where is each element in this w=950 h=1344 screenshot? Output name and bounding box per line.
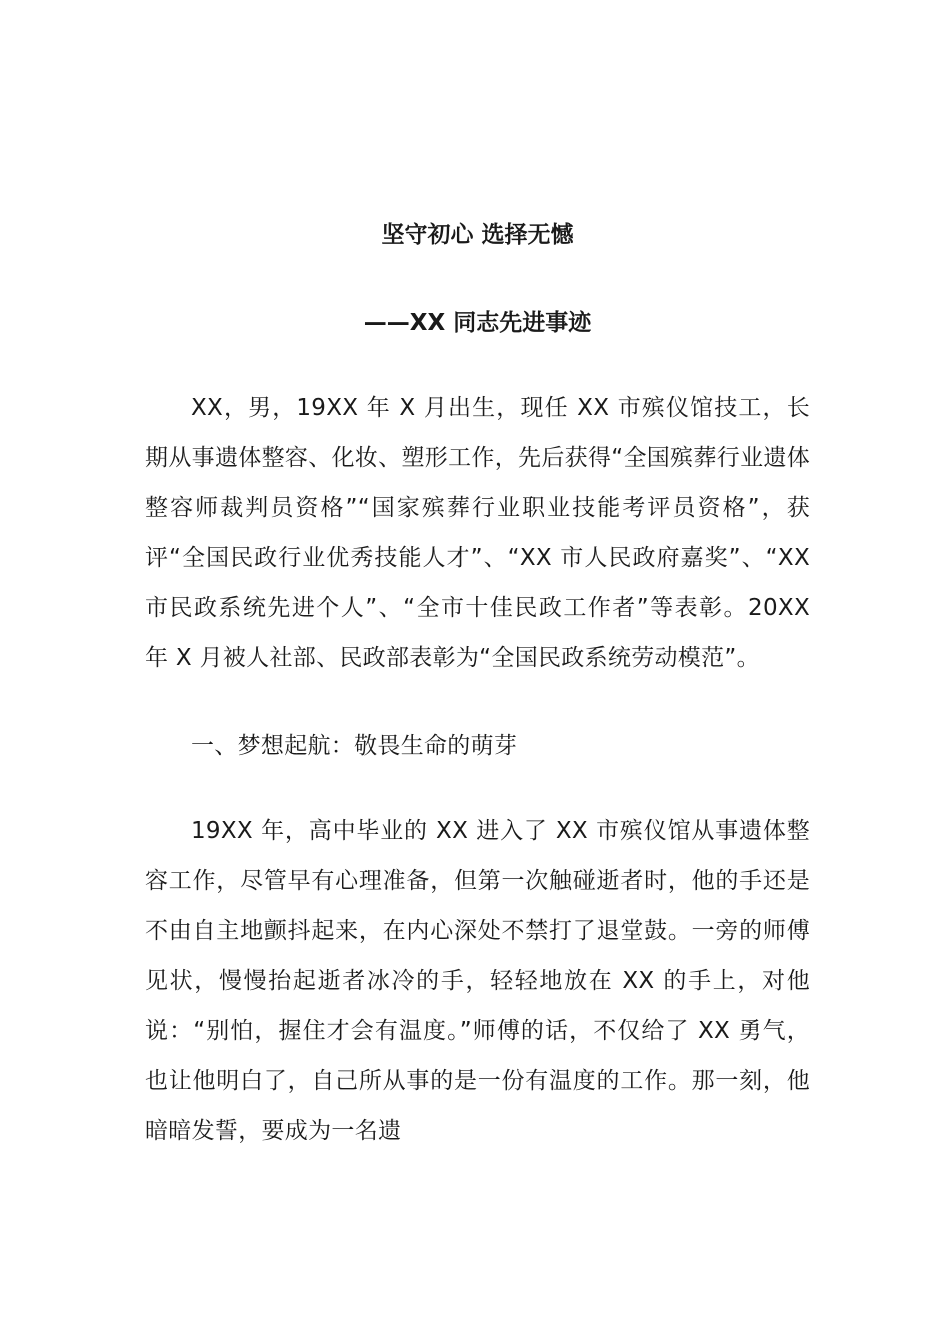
section-heading: 一、梦想起航：敬畏生命的萌芽	[191, 733, 518, 759]
document-title: 坚守初心 选择无憾	[381, 222, 574, 248]
body-paragraph: 19XX 年，高中毕业的 XX 进入了 XX 市殡仪馆从事遗体整容工作，尽管早有心理准备，但第一次触碰逝者时，他的手还是不由自主地颤抖起来，在内心深处不禁打了退堂鼓。一旁的师傅见状，慢慢抬起逝者冰冷的手，轻轻地放在 XX 的手上，对他说：“别怕，握住才会有温度。”师傅的话，不仅给了 XX 勇气，也让他明白了，自己所从事的是一份有温度的工作。那一刻，他暗暗发誓，要成为一名遗	[145, 818, 810, 1144]
intro-paragraph: XX，男，19XX 年 X 月出生，现任 XX 市殡仪馆技工，长期从事遗体整容、化妆、塑形工作，先后获得“全国殡葬行业遗体整容师裁判员资格”“国家殡葬行业职业技能考评员资格”，获评“全国民政行业优秀技能人才”、“XX 市人民政府嘉奖”、“XX 市民政系统先进个人”、“全市十佳民政工作者”等表彰。20XX 年 X 月被人社部、民政部表彰为“全国民政系统劳动模范”。	[145, 395, 810, 671]
document-subtitle: ——XX 同志先进事迹	[363, 310, 592, 336]
document-body	[145, 210, 810, 1156]
